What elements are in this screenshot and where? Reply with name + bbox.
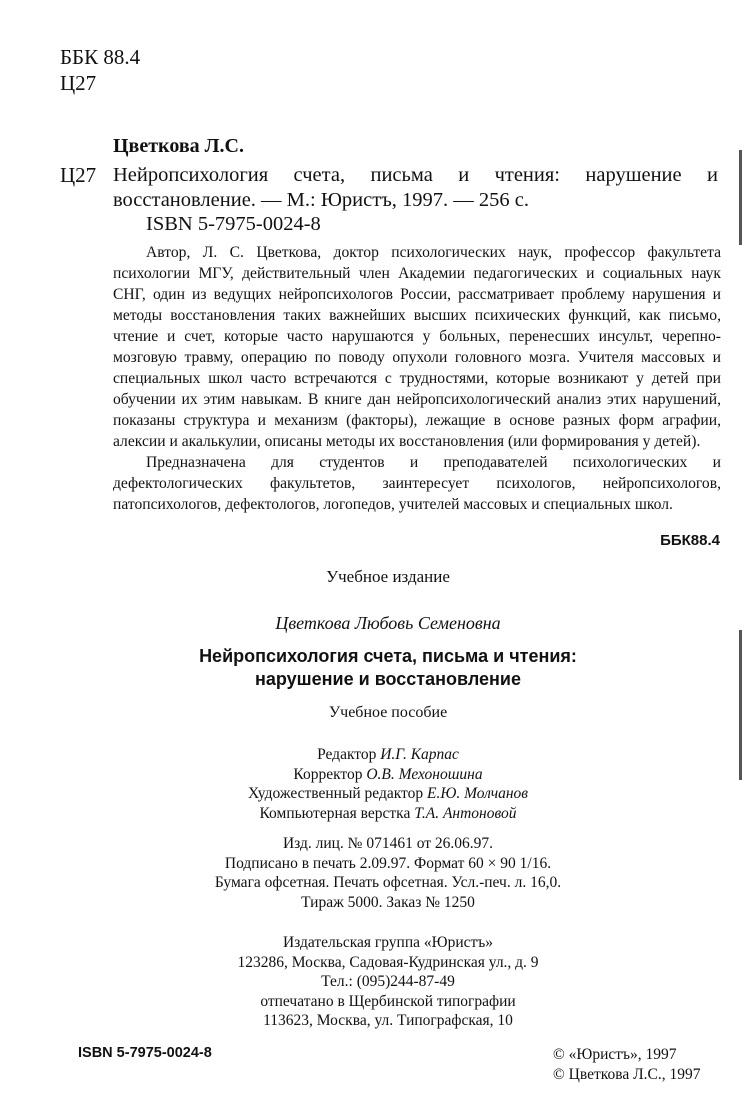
bbk-header xyxy=(60,44,140,96)
print-run-line: Тираж 5000. Заказ № 1250 xyxy=(301,893,475,911)
publisher-info xyxy=(0,933,744,1031)
copyright xyxy=(553,1045,700,1085)
isbn-bottom: ISBN 5-7975-0024-8 xyxy=(78,1045,212,1061)
credit-name: Е.Ю. Молчанов xyxy=(427,785,529,802)
publisher-phone: Тел.: (095)244-87-49 xyxy=(321,973,455,990)
abstract-paragraph-1: Автор, Л. С. Цветкова, доктор психологических наук, профессор факультета психологии МГУ, действительный член Академии педагогических и социальных наук СНГ, один из ведущих нейропсихологов России, рассматривает проблему нарушения и методы восстановления таких важнейших высших психических функций, как письмо, чтение и счет, которые часто нарушаются у больных, перенесших инсульт, черепно-мозговую травму, операцию по поводу опухоли головного мозга. Учителя массовых и специальных школ часто встречаются с трудностями, которые возникают у детей при обучении их этим навыкам. В книге дан нейропсихологический анализ этих нарушений, показаны структура и механизм (факторы), лежащие в основе разных форм аграфии, алексии и акалькулии, описаны методы их восстановления (или формирования у детей). xyxy=(113,244,721,450)
bibliographic-title: Нейропсихология счета, письма и чтения: нарушение и восстановление. — М.: Юристъ, 1997. — 256 с. xyxy=(113,164,718,211)
book-title xyxy=(0,645,744,691)
book-title-line-1: Нейропсихология счета, письма и чтения: xyxy=(199,646,577,666)
scan-edge-mark xyxy=(739,630,742,780)
credit-corrector xyxy=(0,765,744,785)
bbk-code: ББК 88.4 xyxy=(60,45,141,69)
abstract-paragraph-2: Предназначена для студентов и преподавателей психологических и дефектологических факультетов, заинтересует психологов, нейропсихологов, патопсихологов, дефектологов, логопедов, учителей массовых и специальных школ. xyxy=(113,454,721,513)
credit-name: И.Г. Карпас xyxy=(380,746,459,763)
credit-editor xyxy=(0,745,744,765)
book-title-line-2: нарушение и восстановление xyxy=(255,669,521,689)
abstract xyxy=(113,242,721,515)
bbk-right: ББК88.4 xyxy=(660,532,720,549)
author-full-name: Цветкова Любовь Семеновна xyxy=(275,613,501,633)
copyright-author: © Цветкова Л.С., 1997 xyxy=(553,1066,701,1083)
publisher-address: 123286, Москва, Садовая-Кудринская ул., д. 9 xyxy=(237,953,539,971)
credit-name: О.В. Мехоношина xyxy=(366,765,483,783)
copyright-publisher: © «Юристъ», 1997 xyxy=(553,1046,677,1063)
book-subtitle: Учебное пособие xyxy=(328,704,448,721)
edition-type: Учебное издание xyxy=(326,567,450,586)
credits xyxy=(0,745,744,823)
author-mark: Ц27 xyxy=(60,71,97,95)
credit-art-editor xyxy=(0,784,744,804)
isbn-line: ISBN 5-7975-0024-8 xyxy=(146,213,321,235)
printer-address: 113623, Москва, ул. Типографская, 10 xyxy=(263,1012,513,1029)
credit-role: Компьютерная верстка xyxy=(259,804,411,822)
credit-role: Художественный редактор xyxy=(247,785,424,802)
credit-layout xyxy=(0,804,744,824)
credit-role: Корректор xyxy=(293,765,363,783)
license-line: Изд. лиц. № 071461 от 26.06.97. xyxy=(282,835,494,852)
scan-edge-mark xyxy=(739,150,742,245)
credit-role: Редактор xyxy=(317,746,377,763)
credit-name: Т.А. Антоновой xyxy=(414,804,517,822)
signed-line: Подписано в печать 2.09.97. Формат 60 × 90 1/16. xyxy=(224,854,552,872)
author-short: Цветкова Л.С. xyxy=(113,135,244,157)
publisher-name: Издательская группа «Юристъ» xyxy=(282,934,494,951)
catalog-code: Ц27 xyxy=(60,163,97,187)
paper-line: Бумага офсетная. Печать офсетная. Усл.-печ. л. 16,0. xyxy=(214,874,562,891)
printer-name: отпечатано в Щербинской типографии xyxy=(260,992,516,1010)
publication-info xyxy=(0,834,744,912)
